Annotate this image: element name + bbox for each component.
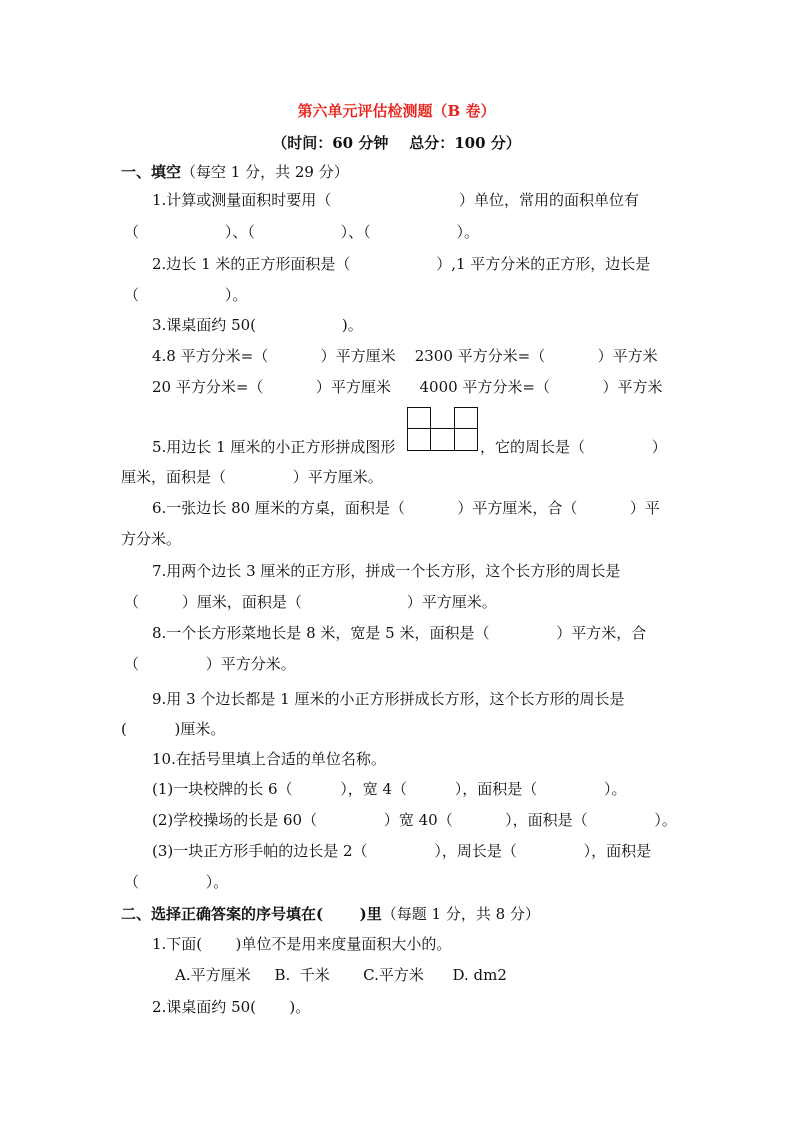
figure-square-bottom-2 [430, 428, 455, 451]
q4-line-b: 20 平方分米=（ ）平方厘米 4000 平方分米=（ ）平方米 [152, 378, 663, 396]
q3-line: 3.课桌面约 50( )。 [152, 316, 363, 334]
q5-line-b: ，它的周长是（ ） [480, 438, 667, 456]
q8-line-a: 8.一个长方形菜地长是 8 米，宽是 5 米，面积是（ ）平方米，合 [152, 624, 647, 642]
s2-q2: 2.课桌面约 50( )。 [152, 998, 311, 1016]
s2-q1: 1.下面( )单位不是用来度量面积大小的。 [152, 935, 452, 953]
section-2-note: （每题 1 分，共 8 分） [381, 905, 540, 923]
figure-square-top-left [407, 407, 431, 429]
s2-q1-options: A.平方厘米 B. 千米 C.平方米 D. dm2 [175, 966, 507, 984]
q8-line-b: （ ）平方分米。 [124, 655, 296, 673]
section-1-heading: 一、填空 [121, 163, 182, 181]
q5-line-a: 5.用边长 1 厘米的小正方形拼成图形 [152, 438, 396, 456]
figure-square-bottom-3 [454, 428, 478, 451]
q7-line-b: （ ）厘米，面积是（ ）平方厘米。 [124, 593, 497, 611]
section-1-note: （每空 1 分，共 29 分） [181, 163, 349, 181]
q10-part-1: (1)一块校牌的长 6（ ），宽 4（ ），面积是（ ）。 [152, 780, 627, 798]
q1-line-b: ）单位，常用的面积单位有 [459, 191, 640, 209]
q10-part-3-line-b: （ ）。 [124, 873, 229, 891]
q6-line-b: 方分米。 [121, 530, 182, 548]
figure-square-top-right [454, 407, 478, 429]
q5-line-c: 厘米，面积是（ ）平方厘米。 [121, 468, 383, 486]
q1-line-c: （ ）、（ ）、（ ）。 [124, 223, 479, 241]
q9-line-b: ( )厘米。 [121, 720, 226, 738]
q2-line-a: 2.边长 1 米的正方形面积是（ ）,1 平方分米的正方形，边长是 [152, 255, 651, 273]
q9-line-a: 9.用 3 个边长都是 1 厘米的小正方形拼成长方形，这个长方形的周长是 [152, 690, 625, 708]
q7-line-a: 7.用两个边长 3 厘米的正方形，拼成一个长方形，这个长方形的周长是 [152, 562, 621, 580]
figure-square-bottom-1 [407, 428, 431, 451]
q10-intro: 10.在括号里填上合适的单位名称。 [152, 750, 386, 768]
q10-part-2: (2)学校操场的长是 60（ ）宽 40（ ），面积是（ ）。 [152, 811, 677, 829]
page-title: 第六单元评估检测题（B 卷） [297, 102, 496, 120]
section-1-heading-row [121, 162, 349, 182]
q4-line-a: 4.8 平方分米=（ ）平方厘米 2300 平方分米=（ ）平方米 [152, 347, 658, 365]
q6-line-a: 6.一张边长 80 厘米的方桌，面积是（ ）平方厘米，合（ ）平 [152, 499, 660, 517]
q10-part-3-line-a: (3)一块正方形手帕的边长是 2（ ），周长是（ ），面积是 [152, 842, 652, 860]
exam-info: （时间：60 分钟 总分：100 分） [272, 134, 521, 152]
section-2-heading: 二、选择正确答案的序号填在( )里 [121, 905, 382, 923]
square-tiling-figure [407, 407, 479, 451]
q1-line-a: 1.计算或测量面积时要用（ [152, 191, 332, 209]
section-2-heading-row [121, 904, 540, 924]
q2-line-b: （ ）。 [124, 286, 248, 304]
